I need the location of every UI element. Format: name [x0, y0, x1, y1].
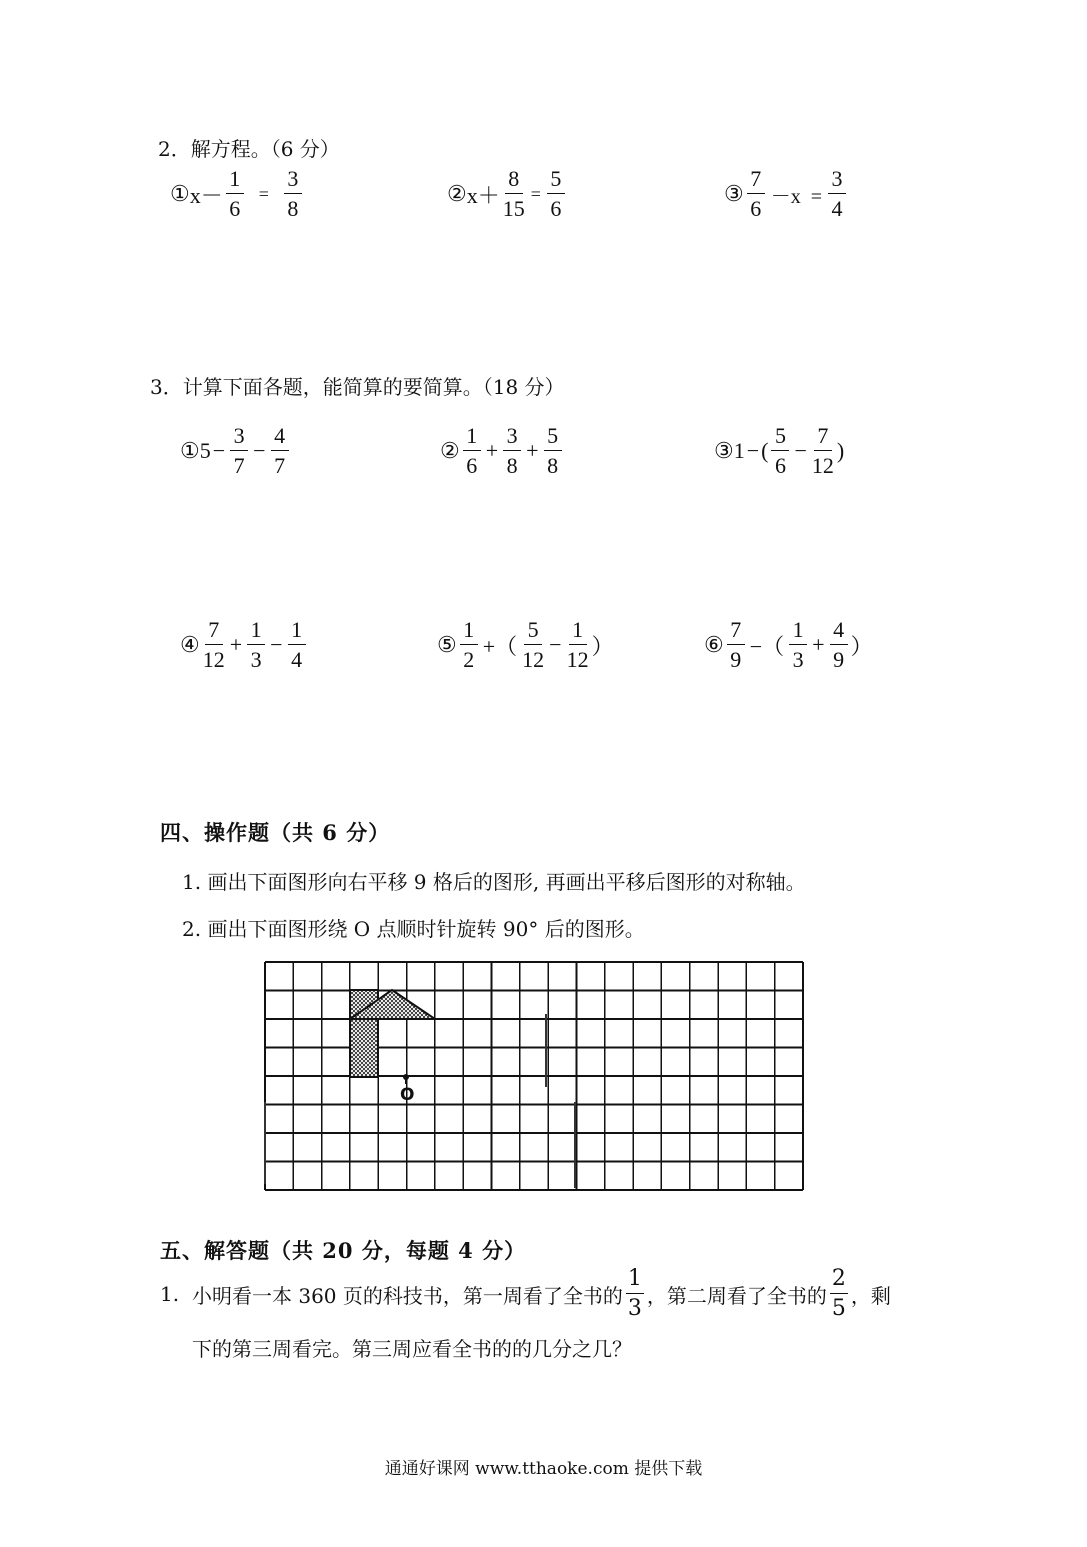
operator: −（ [749, 633, 785, 659]
operator: − [549, 632, 562, 657]
equation-mid: －x = [770, 185, 823, 208]
point-o-label: O [400, 1085, 415, 1105]
operator: + [812, 632, 825, 657]
calc-6 [704, 619, 873, 671]
fraction: $\frac{1}{3}$ [789, 619, 807, 671]
fraction: $\frac{4}{7}$ [271, 425, 289, 477]
circled-number: ③ [724, 181, 744, 206]
fraction: $\frac{1}{3}$ [247, 619, 265, 671]
problem-text: 小明看一本 360 页的科技书，第一周看了全书的 [192, 1283, 623, 1308]
section4-item2: 2. 画出下面图形绕 O 点顺时针旋转 90° 后的图形。 [182, 917, 645, 941]
open-paren: ( [761, 438, 769, 463]
close-paren: ) [836, 438, 845, 463]
equation-lhs: x－ [189, 182, 223, 208]
fraction: $\frac{1}{3}$ [627, 1266, 642, 1321]
fraction: $\frac{5}{8}$ [544, 425, 562, 477]
fraction: $\frac{7}{12}$ [202, 617, 225, 672]
fraction: $\frac{7}{9}$ [727, 619, 745, 671]
equals-sign: = [530, 183, 541, 204]
fraction: $\frac{1}{6}$ [463, 425, 481, 477]
close-paren: ） [850, 633, 873, 659]
fraction: $\frac{5}{6}$ [547, 168, 565, 220]
fraction: $\frac{1}{12}$ [566, 617, 589, 672]
circled-number: ⑥ [704, 632, 724, 657]
lead-number: 1 [733, 438, 745, 463]
circled-number: ① [170, 181, 190, 206]
circled-number: ④ [180, 632, 200, 657]
circled-number: ⑤ [437, 632, 457, 657]
section5-title: 五、解答题（共 20 分，每题 4 分） [160, 1238, 527, 1263]
fraction: $\frac{2}{5}$ [831, 1266, 846, 1321]
fraction: $\frac{5}{12}$ [522, 617, 545, 672]
section4-title: 四、操作题（共 6 分） [160, 820, 391, 845]
fraction: $\frac{1}{6}$ [226, 168, 244, 220]
fraction: $\frac{1}{2}$ [460, 619, 478, 671]
q3-title: 3．计算下面各题，能简算的要简算。（18 分） [150, 375, 565, 399]
circled-number: ② [440, 438, 460, 463]
grid-lines [265, 962, 803, 1190]
equals-sign: = [258, 183, 269, 204]
problem-text-line2: 下的第三周看完。第三周应看全书的的几分之几？ [192, 1337, 632, 1361]
fraction: $\frac{3}{7}$ [230, 425, 248, 477]
equation-lhs: x＋ [466, 182, 500, 208]
calc-3 [714, 425, 844, 477]
fraction: $\frac{5}{6}$ [771, 425, 789, 477]
operator: + [526, 438, 539, 463]
operator: − [746, 438, 760, 463]
operator: − [794, 438, 807, 463]
operator: + [485, 438, 499, 463]
page-footer: 通通好课网 www.tthaoke.com 提供下载 [384, 1459, 703, 1479]
close-paren: ） [591, 633, 614, 659]
operator: − [253, 438, 266, 463]
word-problem-1 [160, 1268, 891, 1320]
fraction: $\frac{7}{12}$ [811, 423, 834, 478]
equation-1 [170, 168, 305, 220]
problem-number: 1. [160, 1282, 180, 1306]
fraction: $\frac{3}{8}$ [503, 425, 521, 477]
circled-number: ③ [714, 438, 734, 463]
q2-title: 2．解方程。（6 分） [158, 137, 340, 161]
fraction: $\frac{7}{6}$ [747, 168, 765, 220]
circled-number: ② [447, 181, 467, 206]
operator: − [270, 632, 283, 657]
square-grid [255, 952, 815, 1200]
calc-5 [437, 619, 614, 671]
equation-3 [724, 168, 849, 220]
fraction: $\frac{3}{8}$ [284, 168, 302, 220]
fraction: $\frac{3}{4}$ [828, 168, 846, 220]
fraction: $\frac{4}{9}$ [830, 619, 848, 671]
operator: + [229, 632, 243, 657]
problem-text: ，第二周看了全书的 [646, 1283, 827, 1308]
section4-item1: 1. 画出下面图形向右平移 9 格后的图形, 再画出平移后图形的对称轴。 [182, 870, 806, 894]
circled-number: ① [180, 438, 200, 463]
fraction: $\frac{8}{15}$ [502, 166, 525, 221]
operator: − [212, 438, 226, 463]
problem-text: ，剩 [850, 1283, 891, 1308]
calc-4 [180, 619, 309, 671]
calc-1 [180, 425, 292, 477]
lead-number: 5 [199, 438, 211, 463]
fraction: $\frac{1}{4}$ [288, 619, 306, 671]
equation-2 [447, 168, 568, 220]
calc-2 [440, 425, 565, 477]
operator: +（ [482, 633, 518, 659]
